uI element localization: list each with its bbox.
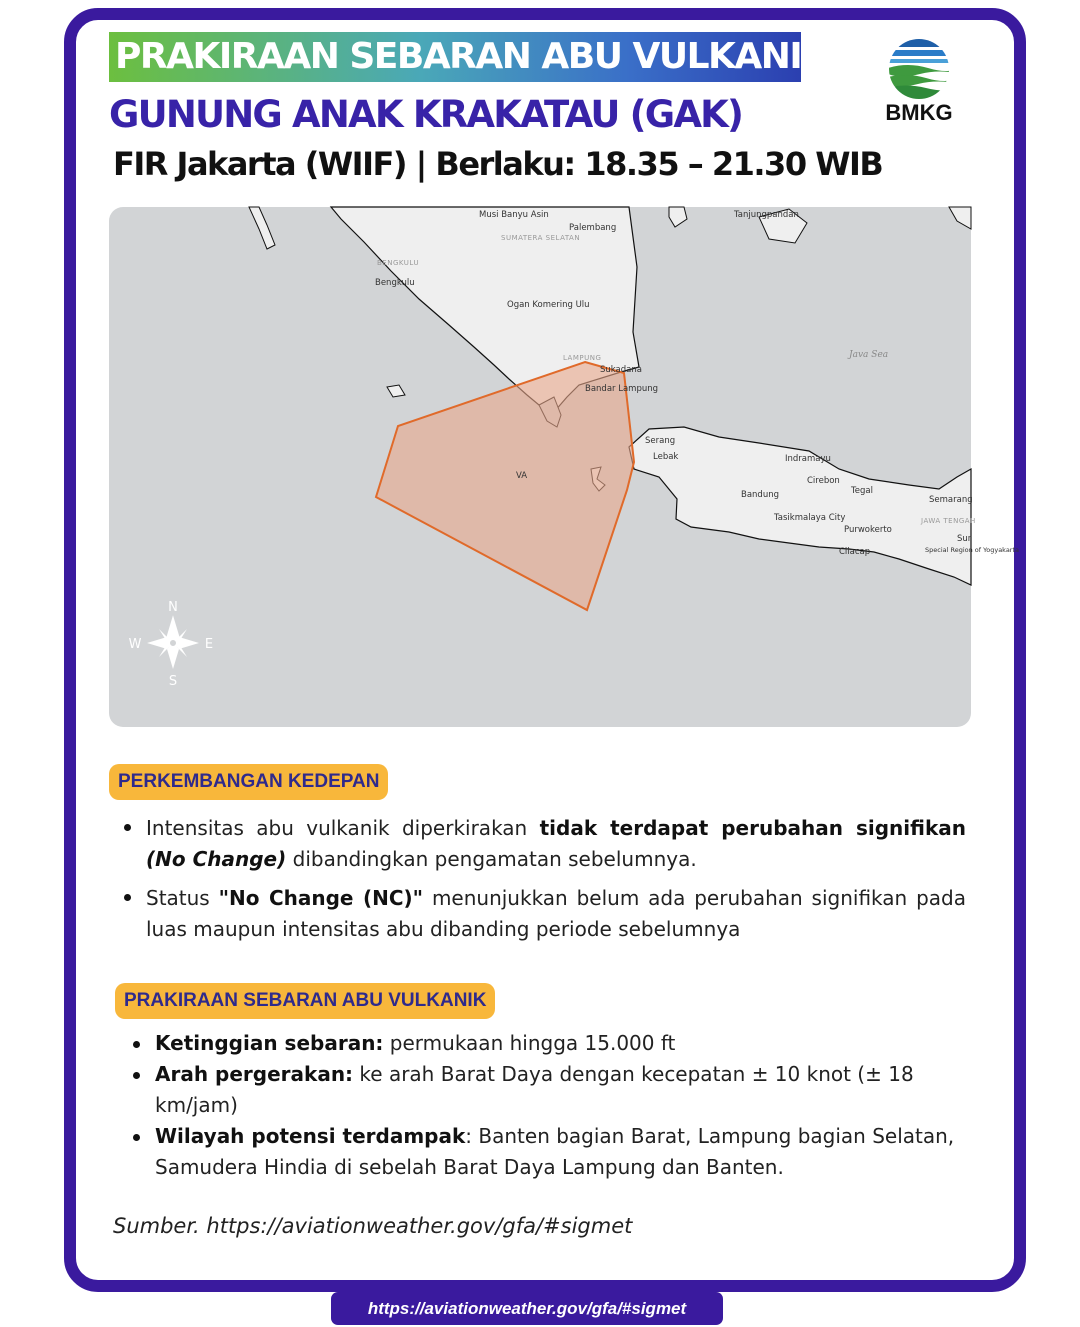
- section-heading-forecast: PRAKIRAAN SEBARAN ABU VULKANIK: [115, 983, 495, 1019]
- bullet-text: menunjukkan belum ada perubahan signifikan pada luas maupun intensitas abu dibanding periode sebelumnya: [146, 886, 966, 941]
- map-label-lampung: LAMPUNG: [563, 354, 602, 362]
- enggano-island: [387, 385, 405, 397]
- list-item: [133, 1121, 983, 1183]
- map-label-tanjungpandan: Tanjungpandan: [734, 210, 799, 220]
- map-label-bandung: Bandung: [741, 490, 779, 500]
- bullet-text: permukaan hingga 15.000 ft: [383, 1031, 676, 1055]
- islet: [249, 207, 275, 249]
- map-label-serang: Serang: [645, 436, 676, 446]
- map-svg: [109, 207, 1020, 727]
- bmkg-emblem-icon: [878, 38, 960, 100]
- bullet-text: Intensitas abu vulkanik diperkirakan: [146, 816, 540, 840]
- kalimantan-edge: [949, 207, 971, 229]
- map-label-bengkulu-prov: BENGKULU: [377, 259, 420, 267]
- bullet-text: : Banten bagian Barat, Lampung bagian Selatan, Samudera Hindia di sebelah Barat Daya Lampung dan Banten.: [155, 1124, 955, 1179]
- map-label-va: VA: [516, 471, 528, 481]
- compass-n: N: [168, 600, 178, 615]
- map-label-bandar-lampung: Bandar Lampung: [585, 384, 659, 394]
- map-label-java-sea: Java Sea: [849, 350, 889, 360]
- map-label-yogyakarta: Special Region of Yogyakarta: [925, 546, 1020, 554]
- validity-line: FIR Jakarta (WIIF) | Berlaku: 18.35 – 21.30 WIB: [113, 145, 883, 183]
- bullet-bold-italic: (No Change): [146, 847, 287, 871]
- bullet-bold: "No Change (NC)": [218, 886, 424, 910]
- bullet-bold: Ketinggian sebaran:: [155, 1031, 384, 1055]
- title-banner: PRAKIRAAN SEBARAN ABU VULKANIK: [109, 32, 801, 82]
- bullet-text: dibandingkan pengamatan sebelumnya.: [286, 847, 697, 871]
- map-label-semarang: Semarang: [929, 495, 973, 505]
- source-citation: Sumber. https://aviationweather.gov/gfa/#sigmet: [113, 1214, 633, 1238]
- map-label-sumsel: SUMATERA SELATAN: [501, 234, 581, 242]
- java-land: [629, 427, 971, 585]
- map-label-sur: Sur: [957, 534, 972, 544]
- bullet-text: Status: [146, 886, 219, 910]
- outlook-list: [124, 813, 966, 953]
- compass-e: E: [204, 637, 214, 652]
- compass-rose-icon: [129, 600, 214, 689]
- map-label-jateng: JAWA TENGAH: [921, 517, 976, 525]
- bmkg-logo: [878, 38, 960, 134]
- section-heading-outlook: PERKEMBANGAN KEDEPAN: [109, 764, 388, 800]
- map-label-purwokerto: Purwokerto: [844, 525, 892, 535]
- map-label-oku: Ogan Komering Ulu: [507, 300, 590, 310]
- forecast-list: [133, 1028, 983, 1183]
- bullet-bold: Wilayah potensi terdampak: [155, 1124, 466, 1148]
- list-item: [124, 883, 966, 945]
- map-label-musi: Musi Banyu Asin: [479, 210, 549, 220]
- ash-dispersion-map: [109, 207, 1020, 727]
- bullet-bold: Arah pergerakan:: [155, 1062, 354, 1086]
- compass-w: W: [128, 637, 142, 652]
- list-item: [133, 1028, 983, 1059]
- bullet-text: ke arah Barat Daya dengan kecepatan ± 10 knot (± 18 km/jam): [155, 1062, 914, 1117]
- list-item: [133, 1059, 983, 1121]
- ash-cloud-polygon: [376, 362, 634, 610]
- map-label-lebak: Lebak: [653, 452, 679, 462]
- compass-s: S: [168, 674, 178, 689]
- footer-link[interactable]: https://aviationweather.gov/gfa/#sigmet: [331, 1292, 723, 1325]
- volcano-title: GUNUNG ANAK KRAKATAU (GAK): [109, 93, 743, 136]
- list-item: [124, 813, 966, 875]
- logo-text: BMKG: [885, 100, 953, 125]
- map-label-tasikmalaya: Tasikmalaya City: [774, 513, 846, 523]
- map-label-indramayu: Indramayu: [785, 454, 831, 464]
- map-label-bengkulu: Bengkulu: [375, 278, 415, 288]
- map-label-tegal: Tegal: [851, 486, 873, 496]
- map-label-sukadana: Sukadana: [600, 365, 642, 375]
- map-label-cirebon: Cirebon: [807, 476, 840, 486]
- bangka-land: [669, 207, 687, 227]
- bullet-bold: tidak terdapat perubahan signifikan: [539, 816, 966, 840]
- map-label-palembang: Palembang: [569, 223, 617, 233]
- map-label-cilacap: Cilacap: [839, 547, 871, 557]
